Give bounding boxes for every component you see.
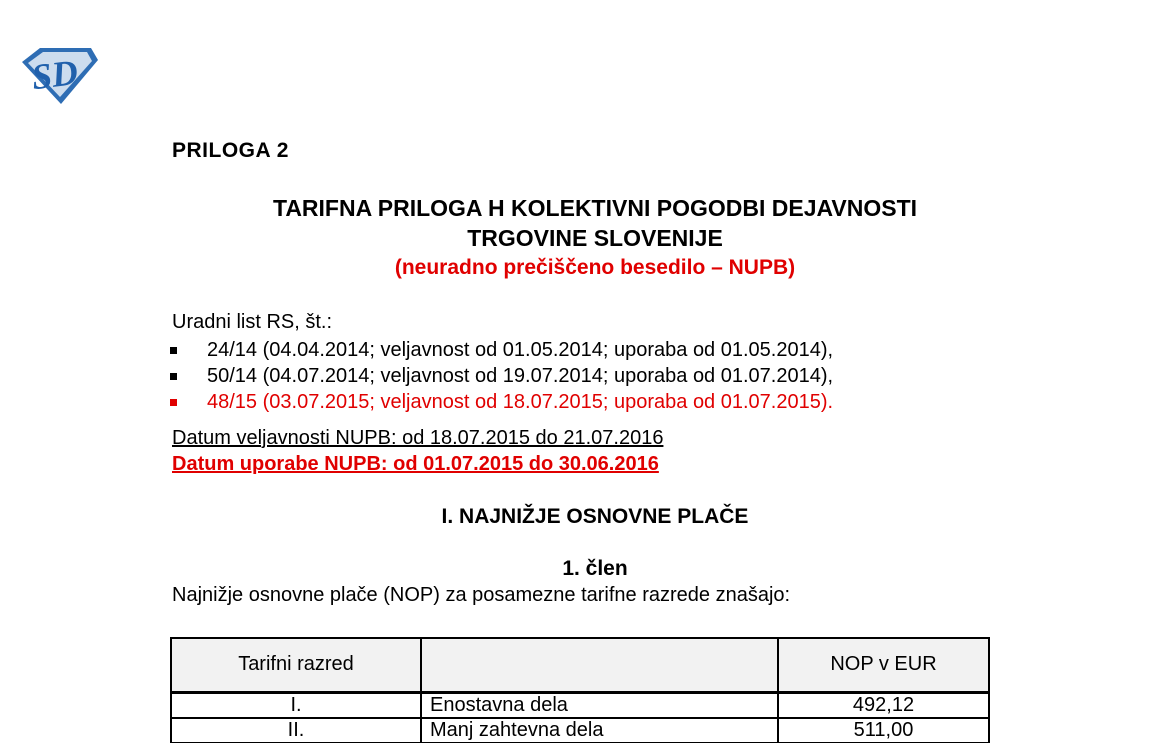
document-subtitle: (neuradno prečiščeno besedilo – NUPB) (394, 256, 796, 279)
cell-nop-value: 511,00 (778, 718, 989, 743)
cell-job-description: Enostavna dela (421, 692, 778, 718)
table-header-empty (421, 638, 778, 692)
gazette-item-text: 50/14 (04.07.2014; veljavnost od 19.07.2014; uporaba od 01.07.2014), (207, 364, 834, 387)
square-bullet-icon (170, 347, 177, 354)
table-header-row (171, 638, 989, 692)
gazette-item-text: 24/14 (04.04.2014; veljavnost od 01.05.2014; uporaba od 01.05.2014), (207, 338, 834, 361)
svg-text:SD: SD (29, 51, 81, 98)
gazette-list-label: Uradni list RS, št.: (172, 311, 333, 333)
attachment-label: PRILOGA 2 (172, 139, 289, 162)
gazette-list-item (170, 363, 1020, 389)
cell-job-description: Manj zahtevna dela (421, 718, 778, 743)
usage-date-line: Datum uporabe NUPB: od 01.07.2015 do 30.06.2016 (172, 453, 659, 475)
cell-nop-value: 492,12 (778, 692, 989, 718)
gazette-list-item (170, 337, 1020, 363)
section-heading: I. NAJNIŽJE OSNOVNE PLAČE (441, 505, 749, 528)
validity-date-line: Datum veljavnosti NUPB: od 18.07.2015 do 21.07.2016 (172, 427, 664, 449)
document-title-line1: TARIFNA PRILOGA H KOLEKTIVNI POGODBI DEJAVNOSTI (272, 195, 918, 221)
table-row (171, 692, 989, 718)
table-header-nop-eur: NOP v EUR (778, 638, 989, 692)
cell-tariff-class: I. (171, 692, 421, 718)
square-bullet-icon (170, 373, 177, 380)
document-title (170, 193, 1020, 253)
article-heading: 1. člen (562, 557, 628, 580)
gazette-item-text: 48/15 (03.07.2015; veljavnost od 18.07.2015; uporaba od 01.07.2015). (207, 390, 834, 413)
square-bullet-icon (170, 399, 177, 406)
cell-tariff-class: II. (171, 718, 421, 743)
document-title-line2: TRGOVINE SLOVENIJE (467, 225, 723, 251)
intro-paragraph: Najnižje osnovne plače (NOP) za posamezne tarifne razrede znašajo: (172, 584, 791, 606)
gazette-list-item (170, 389, 1020, 415)
table-header-tarifni-razred: Tarifni razred (171, 638, 421, 692)
table-row (171, 718, 989, 743)
gazette-list (170, 337, 1020, 415)
document-content (170, 0, 1020, 743)
tariff-table (170, 637, 990, 743)
sd-shield-logo-icon (19, 46, 101, 106)
